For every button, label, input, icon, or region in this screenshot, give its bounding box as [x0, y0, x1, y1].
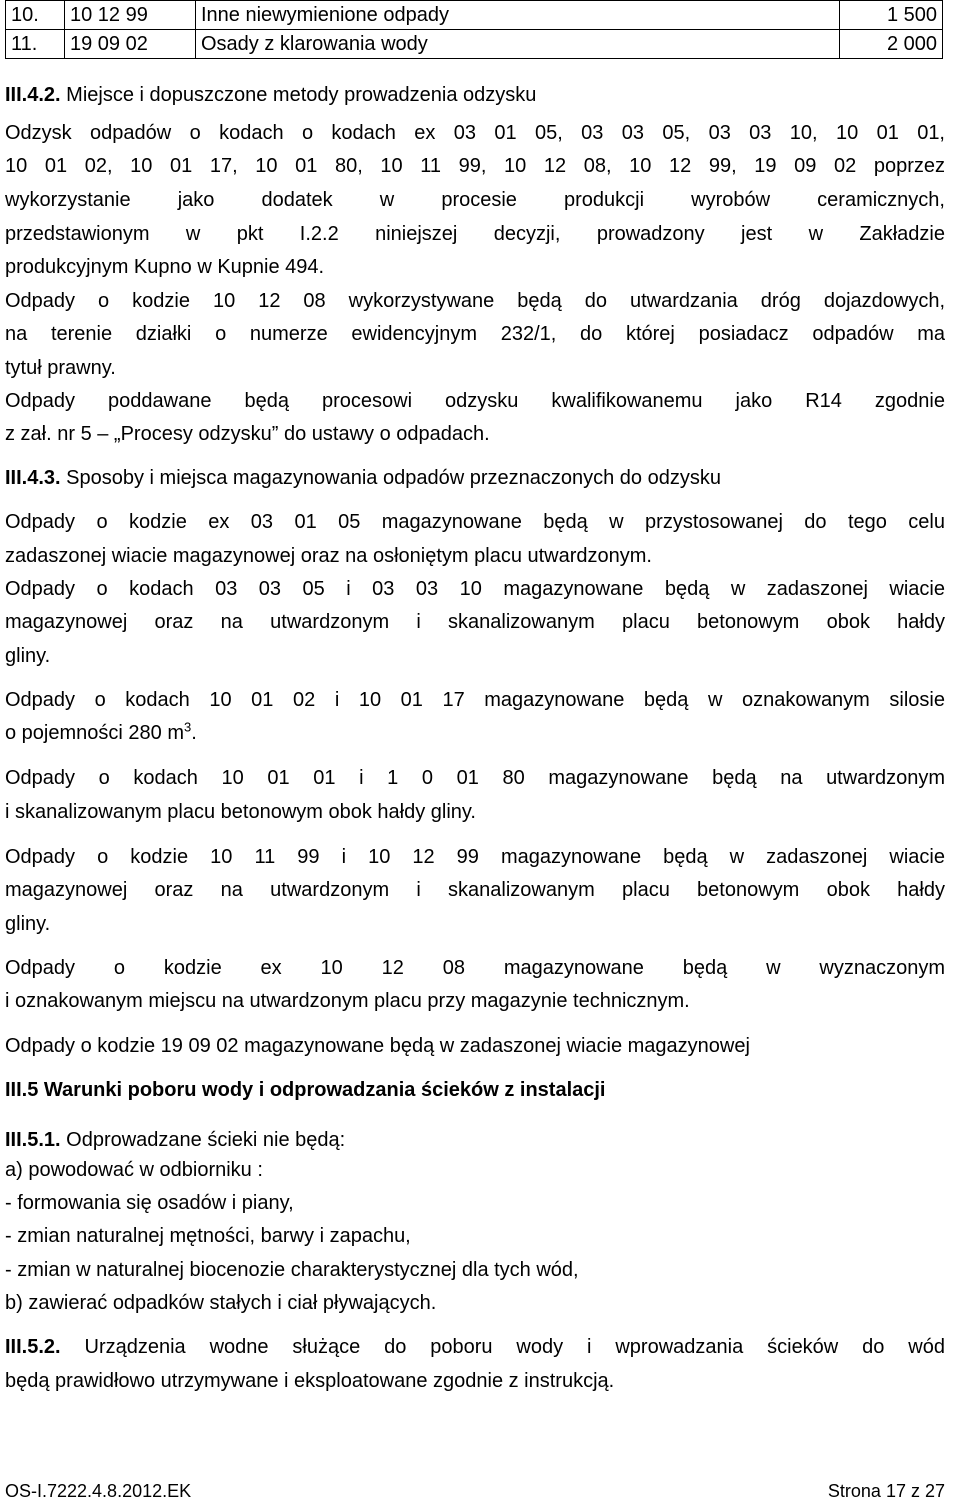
waste-code: 19 09 02: [65, 30, 196, 59]
paragraph-line: tytuł prawny.: [5, 357, 116, 379]
paragraph-line: Odpady poddawane będą procesowi odzysku kwalifikowanemu jako R14 zgodnie: [5, 390, 945, 412]
paragraph-line: Odpady o kodach 10 01 02 i 10 01 17 magazynowane będą w oznakowanym silosie: [5, 689, 945, 711]
paragraph-line: Odpady o kodzie 10 11 99 i 10 12 99 magazynowane będą w zadaszonej wiacie: [5, 846, 945, 868]
page-footer: [5, 1480, 945, 1502]
section-number: III.4.3.: [5, 467, 61, 489]
paragraph-line: magazynowej oraz na utwardzonym i skanalizowanym placu betonowym obok hałdy: [5, 611, 945, 633]
waste-name: Osady z klarowania wody: [196, 30, 840, 59]
waste-quantity: 2 000: [840, 30, 943, 59]
paragraph-line: [5, 717, 945, 750]
waste-name: Inne niewymienione odpady: [196, 1, 840, 30]
list-item: - zmian w naturalnej biocenozie charakterystycznej dla tych wód,: [5, 1259, 579, 1281]
paragraph-line: 10 01 02, 10 01 17, 10 01 80, 10 11 99, 10 12 08, 10 12 99, 19 09 02 poprzez: [5, 155, 945, 177]
paragraph-line: na terenie działki o numerze ewidencyjnym 232/1, do której posiadacz odpadów ma: [5, 323, 945, 345]
section-title: Odprowadzane ścieki nie będą:: [66, 1129, 346, 1151]
paragraph-line: wykorzystanie jako dodatek w procesie produkcji wyrobów ceramicznych,: [5, 189, 945, 211]
document-reference: OS-I.7222.4.8.2012.EK: [5, 1481, 192, 1501]
page-number: Strona 17 z 27: [827, 1481, 945, 1501]
paragraph-line: z zał. nr 5 – „Procesy odzysku” do ustawy o odpadach.: [5, 423, 490, 445]
paragraph-line: Odpady o kodzie ex 10 12 08 magazynowane będą w wyznaczonym: [5, 957, 945, 979]
paragraph-line: i skanalizowanym placu betonowym obok hałdy gliny.: [5, 801, 476, 823]
section-number: III.5.1.: [5, 1129, 61, 1151]
superscript: 3: [183, 719, 192, 735]
paragraph-line: magazynowej oraz na utwardzonym i skanalizowanym placu betonowym obok hałdy: [5, 879, 945, 901]
waste-quantity: 1 500: [840, 1, 943, 30]
paragraph-line: Odpady o kodach 10 01 01 i 1 0 01 80 magazynowane będą na utwardzonym: [5, 767, 945, 789]
table-row: [6, 1, 943, 30]
section-text: Urządzenia wodne służące do poboru wody i wprowadzania ścieków do wód: [84, 1336, 945, 1358]
waste-table: [5, 0, 943, 59]
list-item: a) powodować w odbiorniku :: [5, 1159, 263, 1181]
paragraph-line: przedstawionym w pkt I.2.2 niniejszej decyzji, prowadzony jest w Zakładzie: [5, 223, 945, 245]
section-heading: [5, 1331, 945, 1364]
section-heading: [5, 79, 945, 112]
text-run: o pojemności 280 m: [5, 722, 184, 744]
paragraph-line: Odpady o kodzie 19 09 02 magazynowane będą w zadaszonej wiacie magazynowej: [5, 1035, 750, 1057]
section-title: Sposoby i miejsca magazynowania odpadów przeznaczonych do odzysku: [66, 467, 721, 489]
paragraph-line: zadaszonej wiacie magazynowej oraz na osłoniętym placu utwardzonym.: [5, 545, 652, 567]
list-item: - zmian naturalnej mętności, barwy i zapachu,: [5, 1225, 411, 1247]
paragraph-line: Odpady o kodzie ex 03 01 05 magazynowane będą w przystosowanej do tego celu: [5, 511, 945, 533]
section-number: III.4.2.: [5, 84, 61, 106]
paragraph-line: Odpady o kodzie 10 12 08 wykorzystywane będą do utwardzania dróg dojazdowych,: [5, 290, 945, 312]
section-heading: [5, 462, 945, 495]
section-title: Miejsce i dopuszczone metody prowadzenia odzysku: [66, 84, 537, 106]
paragraph-line: i oznakowanym miejscu na utwardzonym placu przy magazynie technicznym.: [5, 990, 690, 1012]
paragraph-line: Odpady o kodach 03 03 05 i 03 03 10 magazynowane będą w zadaszonej wiacie: [5, 578, 945, 600]
paragraph-line: gliny.: [5, 645, 51, 667]
section-heading: [5, 1074, 945, 1107]
section-number: III.5.2.: [5, 1336, 61, 1358]
section-heading: [5, 1124, 945, 1157]
paragraph-line: Odzysk odpadów o kodach o kodach ex 03 01 05, 03 03 05, 03 03 10, 10 01 01,: [5, 122, 945, 144]
list-item: b) zawierać odpadków stałych i ciał pływających.: [5, 1292, 437, 1314]
row-number: 10.: [6, 1, 65, 30]
paragraph-line: gliny.: [5, 913, 51, 935]
row-number: 11.: [6, 30, 65, 59]
paragraph-line: będą prawidłowo utrzymywane i eksploatowane zgodnie z instrukcją.: [5, 1370, 615, 1392]
table-row: [6, 30, 943, 59]
paragraph-line: produkcyjnym Kupno w Kupnie 494.: [5, 256, 325, 278]
list-item: - formowania się osadów i piany,: [5, 1192, 294, 1214]
waste-code: 10 12 99: [65, 1, 196, 30]
section-heading-text: III.5 Warunki poboru wody i odprowadzania ścieków z instalacji: [5, 1079, 606, 1101]
text-run: .: [191, 722, 197, 744]
